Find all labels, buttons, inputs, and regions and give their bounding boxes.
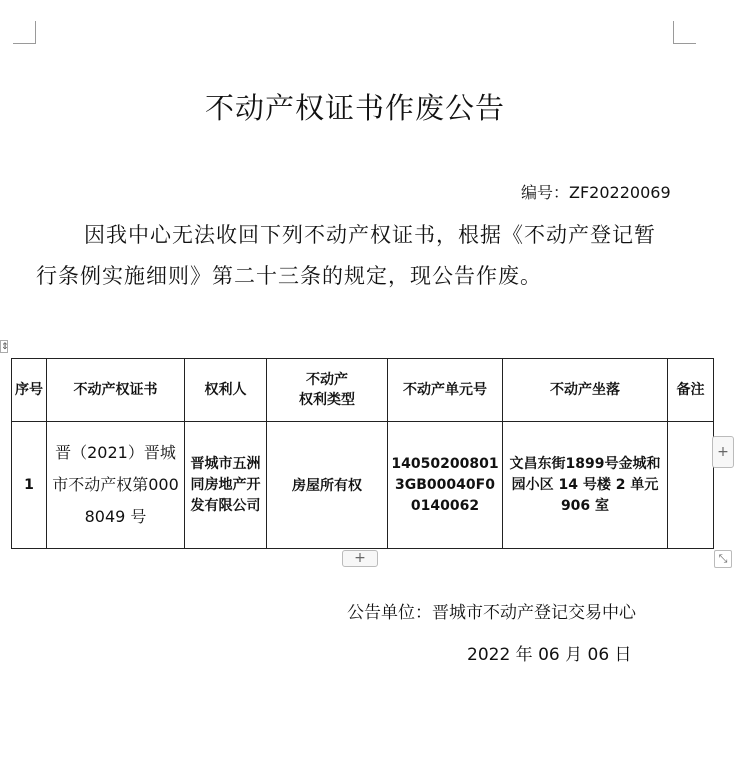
page-corner-mark-top-left xyxy=(13,21,36,44)
cell-holder: 晋城市五洲同房地产开发有限公司 xyxy=(185,422,267,549)
table-header-row xyxy=(12,359,714,422)
table-move-handle-icon[interactable]: ⇕ xyxy=(1,342,9,352)
header-location: 不动产坐落 xyxy=(503,359,668,422)
header-remark: 备注 xyxy=(668,359,714,422)
page-corner-mark-top-right xyxy=(673,21,696,44)
cell-right-type: 房屋所有权 xyxy=(267,422,388,549)
cell-index: 1 xyxy=(12,422,47,549)
header-right-type xyxy=(267,359,388,422)
issue-date: 2022 年 06 月 06 日 xyxy=(467,645,632,665)
header-unit-no: 不动产单元号 xyxy=(388,359,503,422)
cell-certificate: 晋（2021）晋城市不动产权第0008049 号 xyxy=(47,422,185,549)
document-number xyxy=(521,180,671,203)
cell-unit-no: 140502008013GB00040F00140062 xyxy=(388,422,503,549)
document-title: 不动产权证书作废公告 xyxy=(204,91,505,125)
add-row-button[interactable]: + xyxy=(342,550,378,567)
table-row xyxy=(12,422,714,549)
cell-remark xyxy=(668,422,714,549)
announcement-paragraph: 因我中心无法收回下列不动产权证书，根据《不动产登记暂行条例实施细则》第二十三条的规定，现公告作废。 xyxy=(36,223,656,288)
document-number-label: 编号： xyxy=(521,183,570,202)
header-holder: 权利人 xyxy=(185,359,267,422)
add-column-button[interactable]: + xyxy=(712,436,734,468)
header-index: 序号 xyxy=(12,359,47,422)
header-certificate: 不动产权证书 xyxy=(47,359,185,422)
issuer-line: 公告单位：晋城市不动产登记交易中心 xyxy=(347,603,636,623)
certificate-table xyxy=(11,358,714,549)
cell-location: 文昌东街1899号金城和园小区 14 号楼 2 单元 906 室 xyxy=(503,422,668,549)
header-right-type-line1: 不动产 xyxy=(306,372,348,388)
header-right-type-line2: 权利类型 xyxy=(299,392,355,408)
document-number-value: ZF20220069 xyxy=(569,183,671,202)
table-resize-icon[interactable]: ⤡ xyxy=(714,550,732,568)
